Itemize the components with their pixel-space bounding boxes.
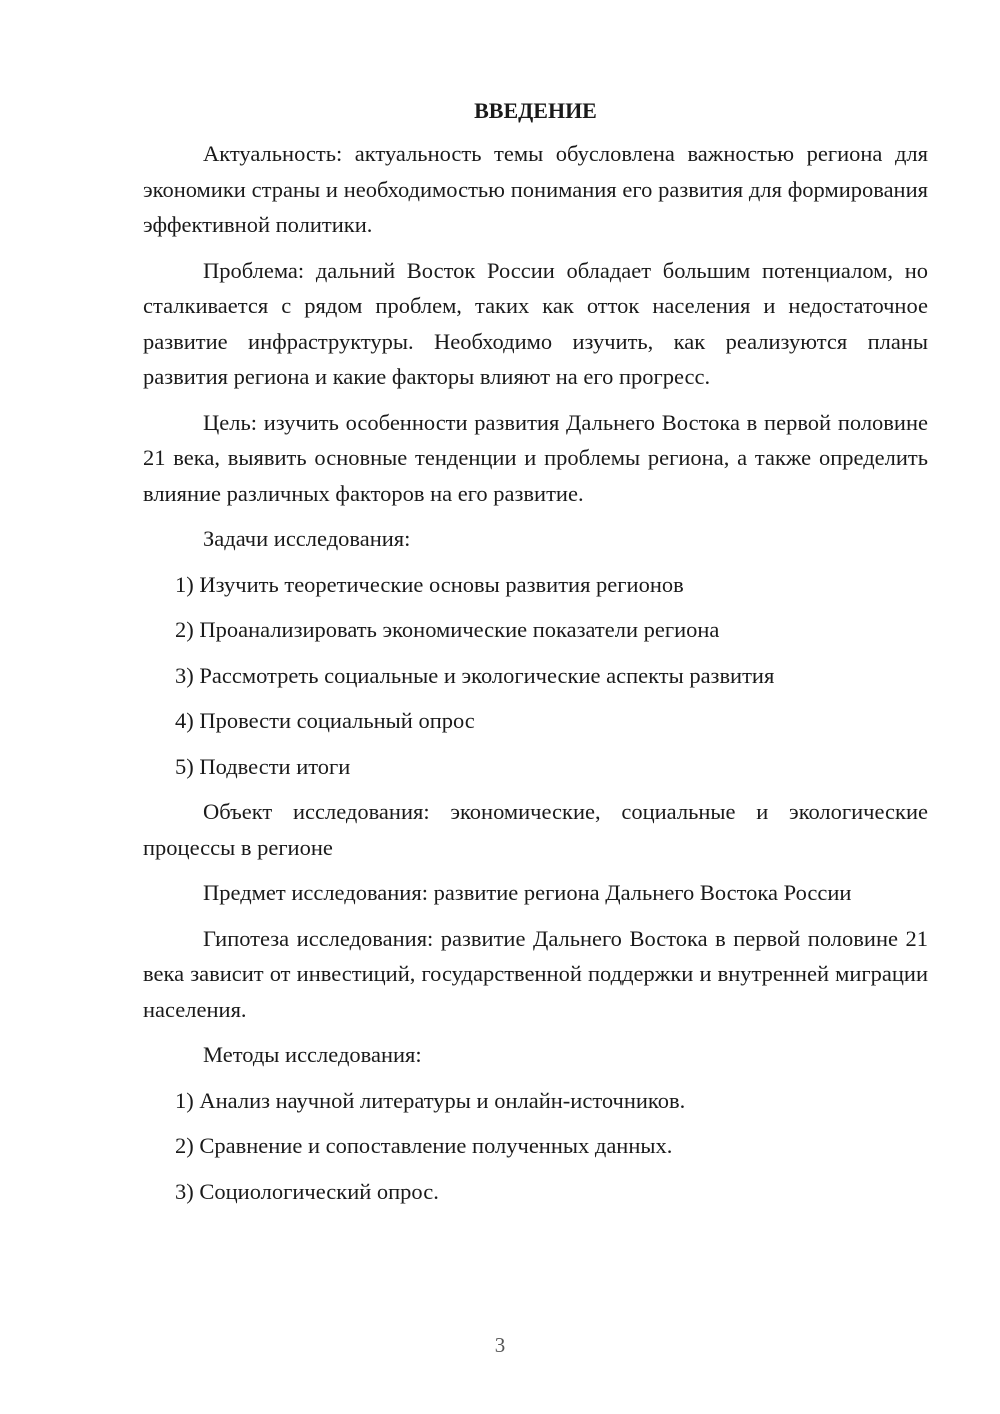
page-content (143, 96, 928, 1219)
goal-paragraph: Цель: изучить особенности развития Дальнего Востока в первой половине 21 века, выявить основные тенденции и проблемы региона, а также определить влияние различных факторов на его развитие. (143, 409, 928, 506)
methods-heading: Методы исследования: (203, 1042, 422, 1067)
list-item: 1) Анализ научной литературы и онлайн-источников. (175, 1087, 686, 1113)
problem-paragraph: Проблема: дальний Восток России обладает большим потенциалом, но сталкивается с рядом проблем, таких как отток населения и недостаточное развитие инфраструктуры. Необходимо изучить, как реализуются планы развития региона и какие факторы влияют на его прогресс. (143, 257, 928, 389)
list-item: 3) Социологический опрос. (175, 1178, 439, 1204)
relevance-paragraph: Актуальность: актуальность темы обусловлена важностью региона для экономики страны и необходимостью понимания его развития для формирования эффективной политики. (143, 141, 928, 237)
list-item: 4) Провести социальный опрос (175, 708, 475, 733)
hypothesis-paragraph: Гипотеза исследования: развитие Дальнего Востока в первой половине 21 века зависит от инвестиций, государственной поддержки и внутренней миграции населения. (143, 925, 928, 1022)
page-number: 3 (494, 1333, 506, 1357)
subject-paragraph: Предмет исследования: развитие региона Дальнего Востока России (203, 880, 852, 905)
tasks-list (143, 567, 928, 785)
object-paragraph: Объект исследования: экономические, социальные и экологические процессы в регионе (143, 799, 928, 860)
tasks-heading: Задачи исследования: (203, 526, 411, 551)
list-item: 3) Рассмотреть социальные и экологические аспекты развития (175, 662, 775, 688)
list-item: 2) Проанализировать экономические показатели региона (175, 617, 720, 642)
section-title: ВВЕДЕНИЕ (474, 98, 597, 123)
list-item: 5) Подвести итоги (175, 753, 351, 779)
methods-list (143, 1083, 928, 1210)
list-item: 2) Сравнение и сопоставление полученных данных. (175, 1133, 673, 1158)
list-item: 1) Изучить теоретические основы развития регионов (175, 571, 684, 597)
